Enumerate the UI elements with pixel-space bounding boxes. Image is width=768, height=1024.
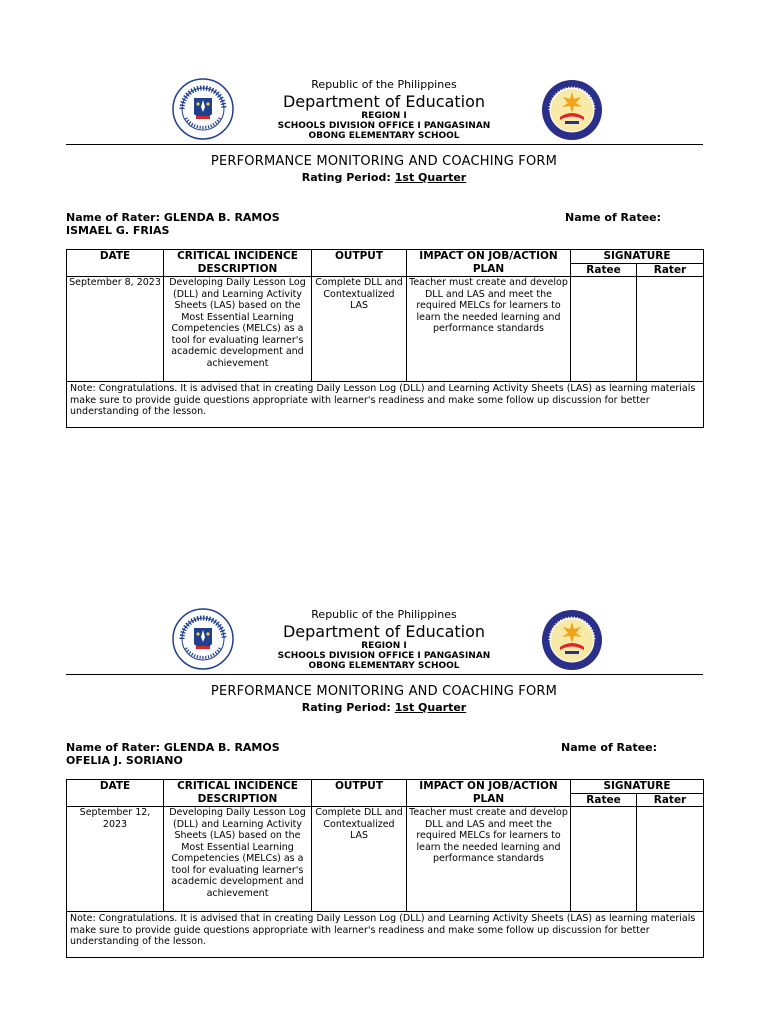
date-cell: September 12, 2023 — [67, 807, 164, 912]
col-signature-header: SIGNATURE — [571, 250, 704, 264]
republic-line: Republic of the Philippines — [311, 78, 457, 91]
critical-incidence-cell: Developing Daily Lesson Log (DLL) and Learning Activity Sheets (LAS) based on the Most Essential Learning Competencies (MELCs) as a tool for evaluating learner's academic development and achievement — [164, 807, 312, 912]
ratee-signature-cell[interactable] — [571, 277, 637, 382]
school-name: OBONG ELEMENTARY SCHOOL — [308, 661, 460, 671]
region-line: REGION I — [361, 641, 407, 651]
rating-period-label: Rating Period: — [301, 701, 391, 714]
output-cell: Complete DLL and Contextualized LAS — [312, 277, 407, 382]
table-row — [67, 807, 704, 912]
col-impact-header: IMPACT ON JOB/ACTION PLAN — [407, 780, 571, 807]
col-critical-incidence-header: CRITICAL INCIDENCE DESCRIPTION — [164, 250, 312, 277]
rating-period-value: 1st Quarter — [394, 701, 467, 714]
header-divider — [66, 674, 703, 675]
rating-period — [0, 171, 768, 184]
ratee-label: Name of Ratee: — [561, 741, 658, 754]
ratee-name: ISMAEL G. FRIAS — [66, 224, 170, 237]
department-name: Department of Education — [282, 622, 486, 641]
region-line: REGION I — [361, 111, 407, 121]
output-cell: Complete DLL and Contextualized LAS — [312, 807, 407, 912]
school-name: OBONG ELEMENTARY SCHOOL — [308, 131, 460, 141]
ratee-label: Name of Ratee: — [565, 211, 662, 224]
rating-period-value: 1st Quarter — [394, 171, 467, 184]
coaching-form-2 — [0, 600, 768, 1020]
division-line: SCHOOLS DIVISION OFFICE I PANGASINAN — [277, 651, 491, 661]
note-row — [67, 382, 704, 428]
col-ratee-header: Ratee — [571, 793, 637, 807]
form-title: PERFORMANCE MONITORING AND COACHING FORM — [210, 684, 558, 699]
col-date-header: DATE — [67, 250, 164, 277]
header-divider — [66, 144, 703, 145]
critical-incidence-cell: Developing Daily Lesson Log (DLL) and Learning Activity Sheets (LAS) based on the Most Essential Learning Competencies (MELCs) as a tool for evaluating learner's academic development and achievement — [164, 277, 312, 382]
rater-signature-cell[interactable] — [637, 807, 704, 912]
rater-signature-cell[interactable] — [637, 277, 704, 382]
date-cell: September 8, 2023 — [67, 277, 164, 382]
rater-name: Name of Rater: GLENDA B. RAMOS — [66, 741, 280, 754]
ratee-name: OFELIA J. SORIANO — [66, 754, 183, 767]
rater-name: Name of Rater: GLENDA B. RAMOS — [66, 211, 280, 224]
note-row — [67, 912, 704, 958]
note-cell: Note: Congratulations. It is advised that in creating Daily Lesson Log (DLL) and Learning Activity Sheets (LAS) as learning materials make sure to provide guide questions appropriate with learner's readiness and make some follow up discussion for better understanding of the lesson. — [67, 912, 704, 958]
coaching-table — [66, 779, 704, 958]
col-output-header: OUTPUT — [312, 780, 407, 807]
coaching-form-1 — [0, 70, 768, 490]
col-ratee-header: Ratee — [571, 263, 637, 277]
impact-cell: Teacher must create and develop DLL and LAS and meet the required MELCs for learners to learn the needed learning and performance standards — [407, 807, 571, 912]
note-cell: Note: Congratulations. It is advised that in creating Daily Lesson Log (DLL) and Learning Activity Sheets (LAS) as learning materials make sure to provide guide questions appropriate with learner's readiness and make some follow up discussion for better understanding of the lesson. — [67, 382, 704, 428]
table-header-row — [67, 250, 704, 264]
col-rater-header: Rater — [637, 263, 704, 277]
department-name: Department of Education — [282, 92, 486, 111]
impact-cell: Teacher must create and develop DLL and LAS and meet the required MELCs for learners to learn the needed learning and performance standards — [407, 277, 571, 382]
rating-period-label: Rating Period: — [301, 171, 391, 184]
form-title: PERFORMANCE MONITORING AND COACHING FORM — [210, 154, 558, 169]
col-impact-header: IMPACT ON JOB/ACTION PLAN — [407, 250, 571, 277]
col-rater-header: Rater — [637, 793, 704, 807]
table-row — [67, 277, 704, 382]
republic-line: Republic of the Philippines — [311, 608, 457, 621]
table-header-row — [67, 780, 704, 794]
col-date-header: DATE — [67, 780, 164, 807]
division-line: SCHOOLS DIVISION OFFICE I PANGASINAN — [277, 121, 491, 131]
col-critical-incidence-header: CRITICAL INCIDENCE DESCRIPTION — [164, 780, 312, 807]
coaching-table — [66, 249, 704, 428]
ratee-signature-cell[interactable] — [571, 807, 637, 912]
rating-period — [0, 701, 768, 714]
col-signature-header: SIGNATURE — [571, 780, 704, 794]
col-output-header: OUTPUT — [312, 250, 407, 277]
